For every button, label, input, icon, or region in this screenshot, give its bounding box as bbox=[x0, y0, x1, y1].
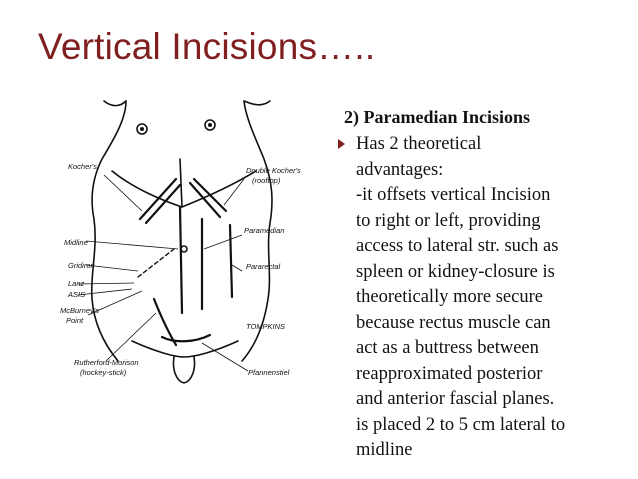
abdominal-incisions-diagram bbox=[34, 99, 316, 389]
label-paramedian: Paramedian bbox=[244, 226, 285, 235]
label-rooftop: (rooftop) bbox=[252, 176, 281, 185]
label-asis: ASIS bbox=[68, 290, 86, 299]
label-pfannenstiel: Pfannenstiel bbox=[248, 368, 290, 377]
label-gridiron: Gridiron bbox=[68, 261, 95, 270]
shoulder-right bbox=[244, 101, 270, 105]
rib-margin bbox=[112, 171, 256, 207]
torso-left-outline bbox=[92, 101, 126, 361]
artist-signature: TOMPKINS bbox=[246, 322, 286, 331]
label-rutherford-morison: Rutherford-Morison bbox=[74, 358, 139, 367]
label-point: Point bbox=[66, 316, 84, 325]
pfannenstiel-incision bbox=[162, 335, 210, 341]
label-mcburneys: McBurney's bbox=[60, 306, 99, 315]
slide-title: Vertical Incisions….. bbox=[38, 26, 376, 67]
pararectal-incision bbox=[230, 225, 232, 297]
bullet-text: Has 2 theoretical advantages: bbox=[356, 134, 482, 180]
shoulder-left bbox=[104, 101, 126, 106]
body-text: -it offsets vertical Incision to right or left, providing access to lateral str. such as spleen or kidney-closure is theoretically more secure because rectus muscle can act as a buttress between reapproximated posterior and anterior fascial planes. is placed 2 to 5 cm lateral to midline bbox=[356, 185, 566, 460]
label-midline: Midline bbox=[64, 238, 88, 247]
content-panel bbox=[336, 106, 628, 464]
gridiron-incision bbox=[138, 249, 174, 277]
incisions-illustration bbox=[34, 99, 316, 389]
label-double-kochers: Double Kocher's bbox=[246, 166, 301, 175]
right-triangle-bullet-icon bbox=[338, 139, 345, 149]
label-kochers: Kocher's bbox=[68, 162, 97, 171]
label-lanz: Lanz bbox=[68, 279, 85, 288]
section-heading: 2) Paramedian Incisions bbox=[344, 107, 531, 127]
midline-incision bbox=[180, 207, 182, 313]
bullet-item bbox=[336, 132, 628, 183]
kochers-incision bbox=[140, 179, 176, 219]
groin-outline bbox=[132, 341, 238, 357]
label-pararectal: Pararectal bbox=[246, 262, 281, 271]
label-hockey-stick: (hockey-stick) bbox=[80, 368, 127, 377]
